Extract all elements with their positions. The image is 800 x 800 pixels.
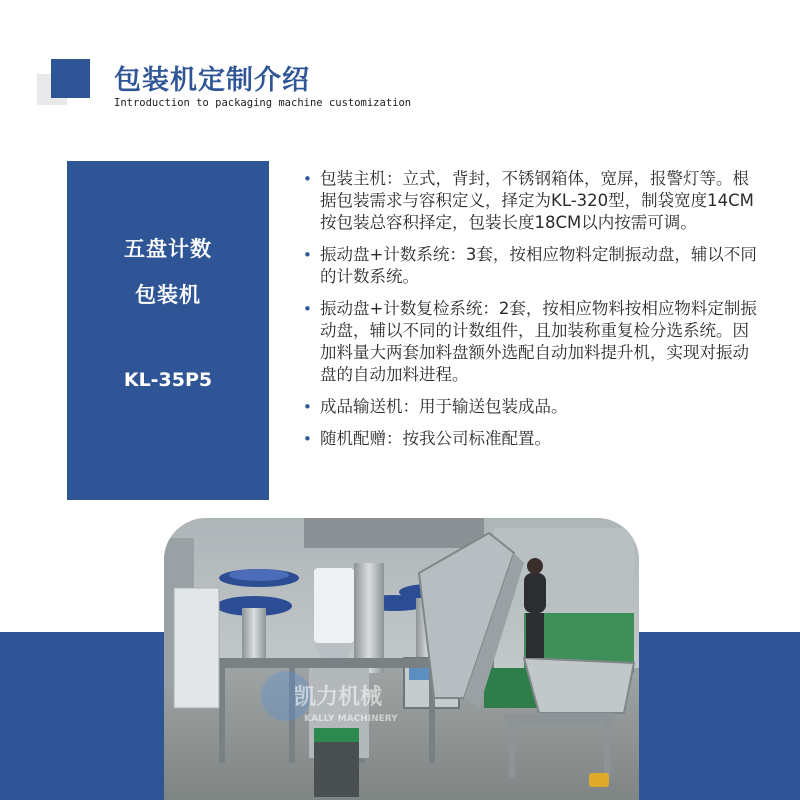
- machine-photo-illustration: [164, 518, 639, 800]
- product-model: KL-35P5: [123, 369, 213, 391]
- spec-item: [303, 396, 765, 418]
- spec-item: [303, 428, 765, 450]
- spec-list: [303, 168, 765, 460]
- product-name-line2: 包装机: [135, 283, 201, 307]
- spec-text: 成品输送机：用于输送包装成品。: [320, 397, 568, 416]
- spec-text: 随机配赠：按我公司标准配置。: [320, 429, 551, 448]
- spec-item: [303, 244, 765, 288]
- spec-item: [303, 298, 765, 386]
- spec-text: 振动盘+计数复检系统：2套，按相应物料按相应物料定制振动盘，辅以不同的计数组件，且加装称重复检分选系统。因加料量大两套加料盘额外选配自动加料提升机，实现对振动盘的自动加料进程。: [320, 299, 757, 384]
- machine-photo: [164, 518, 639, 800]
- watermark-en: KALLY MACHINERY: [304, 714, 398, 724]
- page-title: 包装机定制介绍: [114, 65, 310, 96]
- spec-item: [303, 168, 765, 234]
- product-name-line1: 五盘计数: [124, 237, 212, 261]
- watermark-cn: 凯力机械: [294, 685, 383, 710]
- spec-text: 包装主机：立式，背封，不锈钢箱体，宽屏，报警灯等。根据包装需求与容积定义，择定为KL-320型，制袋宽度14CM按包装总容积择定，包装长度18CM以内按需可调。: [320, 169, 754, 232]
- bullet-icon: •: [303, 170, 312, 188]
- bullet-icon: •: [303, 246, 312, 264]
- bullet-icon: •: [303, 398, 312, 416]
- product-name-panel: [67, 161, 269, 500]
- header-deco-blue-square: [51, 59, 90, 98]
- spec-text: 振动盘+计数系统：3套，按相应物料定制振动盘，辅以不同的计数系统。: [320, 245, 757, 286]
- bullet-icon: •: [303, 430, 312, 448]
- page-subtitle: Introduction to packaging machine customization: [114, 97, 412, 109]
- bullet-icon: •: [303, 300, 312, 318]
